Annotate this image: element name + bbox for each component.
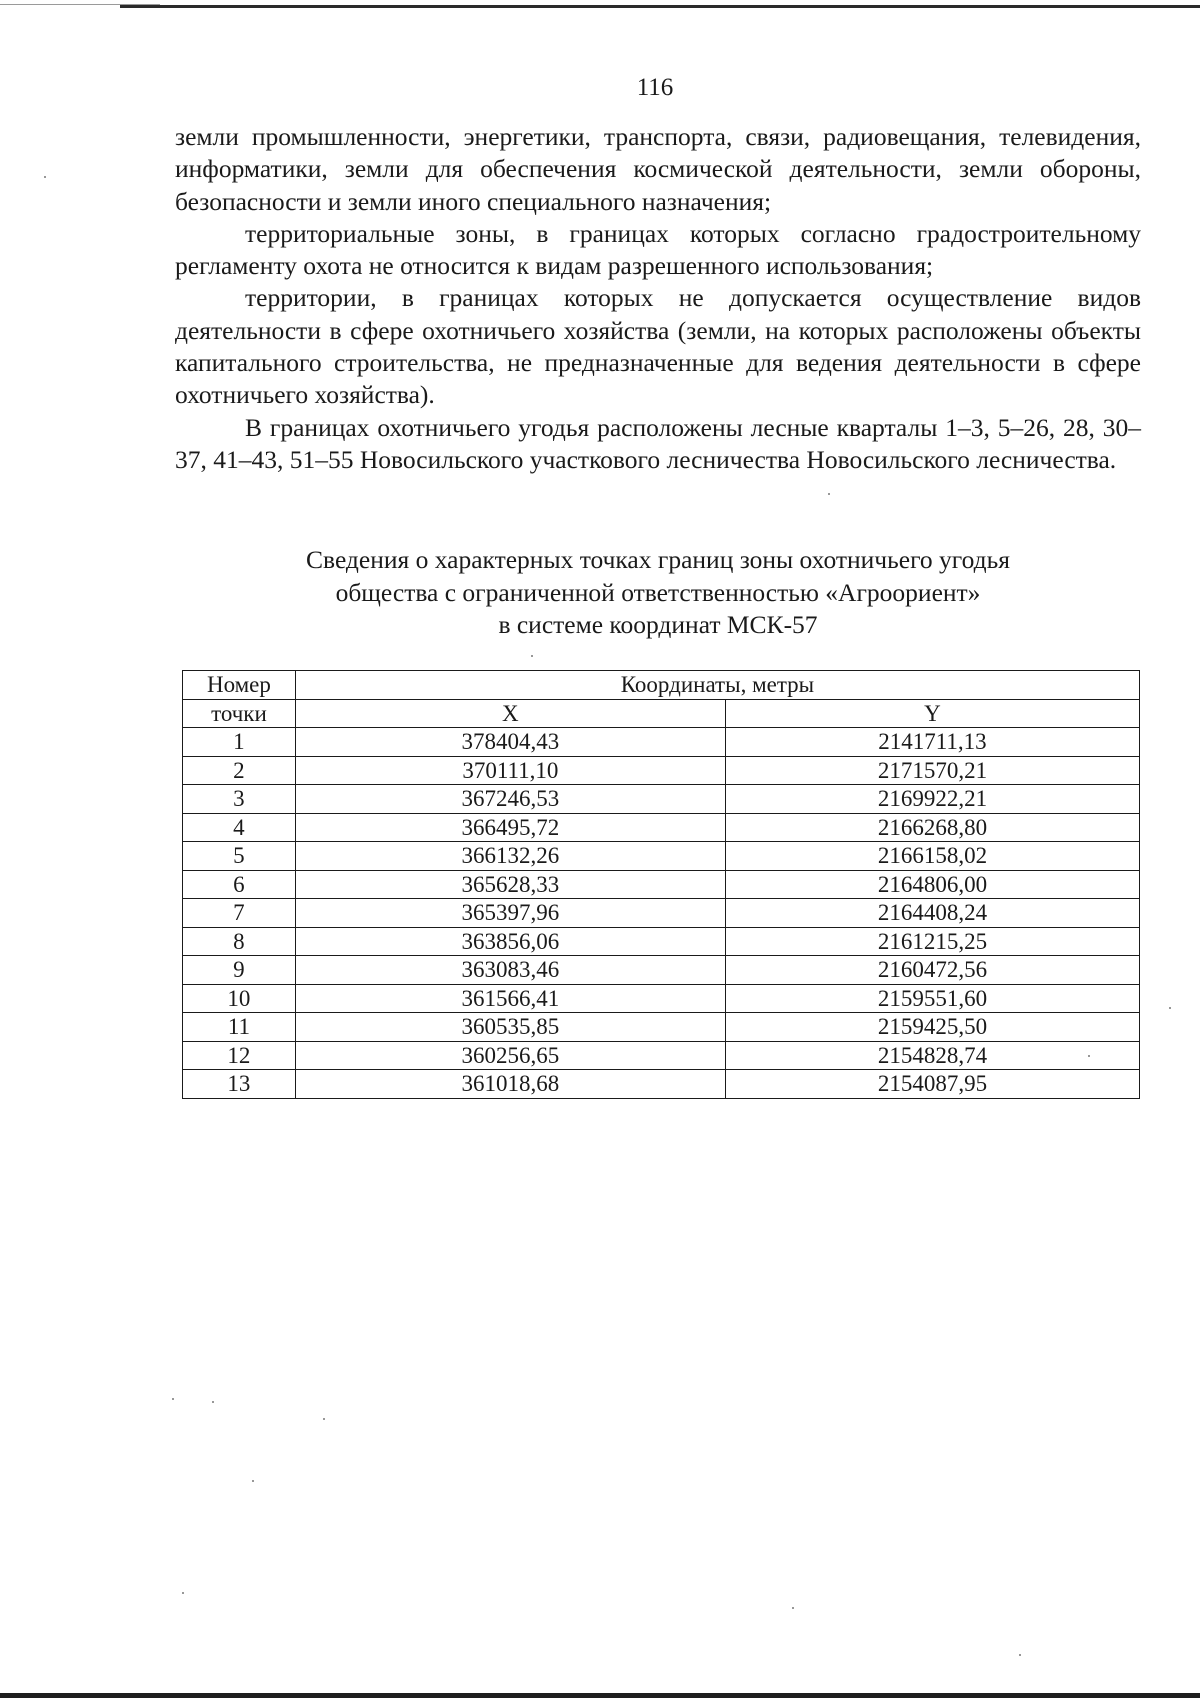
table-title xyxy=(175,544,1141,642)
scan-speck xyxy=(531,655,533,657)
cell-point-number: 4 xyxy=(183,813,296,842)
scan-speck xyxy=(828,493,830,495)
table-row xyxy=(183,1013,1140,1042)
scan-speck xyxy=(44,176,46,178)
scan-speck xyxy=(172,1398,174,1400)
table-row xyxy=(183,813,1140,842)
cell-y: 2161215,25 xyxy=(725,927,1139,956)
header-coordinates: Координаты, метры xyxy=(295,671,1139,700)
cell-y: 2164408,24 xyxy=(725,899,1139,928)
cell-x: 366132,26 xyxy=(295,842,725,871)
table-row xyxy=(183,785,1140,814)
cell-y: 2166158,02 xyxy=(725,842,1139,871)
scan-speck xyxy=(252,1480,254,1482)
cell-x: 361566,41 xyxy=(295,984,725,1013)
header-y: Y xyxy=(725,699,1139,728)
table-header-row-2 xyxy=(183,699,1140,728)
paragraph-restricted-territories: территории, в границах которых не допускается осуществление видов деятельности в сфере охотничьего хозяйства (земли, на которых расположены объекты капитального строительства, не предназначенные для ведения деятельности в сфере охотничьего хозяйства). xyxy=(175,283,1141,410)
scan-speck xyxy=(212,1401,214,1403)
table-row xyxy=(183,1070,1140,1099)
cell-y: 2154828,74 xyxy=(725,1041,1139,1070)
cell-x: 360535,85 xyxy=(295,1013,725,1042)
scan-speck xyxy=(792,1607,794,1609)
scan-speck xyxy=(1019,1654,1021,1656)
cell-x: 363856,06 xyxy=(295,927,725,956)
scan-speck xyxy=(182,1592,184,1594)
table-row xyxy=(183,927,1140,956)
table-row xyxy=(183,956,1140,985)
cell-point-number: 3 xyxy=(183,785,296,814)
header-point-number-line-1: Номер xyxy=(183,671,296,700)
header-point-number-line-2: точки xyxy=(183,699,296,728)
body-text xyxy=(175,121,1141,476)
cell-x: 365397,96 xyxy=(295,899,725,928)
table-row xyxy=(183,842,1140,871)
cell-point-number: 2 xyxy=(183,756,296,785)
scan-edge-top xyxy=(120,5,1200,8)
cell-y: 2159425,50 xyxy=(725,1013,1139,1042)
scan-edge-bottom xyxy=(0,1693,1200,1698)
table-body xyxy=(183,728,1140,1099)
cell-x: 366495,72 xyxy=(295,813,725,842)
cell-point-number: 5 xyxy=(183,842,296,871)
table-title-line-1: Сведения о характерных точках границ зоны охотничьего угодья xyxy=(306,545,1010,574)
cell-y: 2154087,95 xyxy=(725,1070,1139,1099)
cell-y: 2171570,21 xyxy=(725,756,1139,785)
cell-y: 2164806,00 xyxy=(725,870,1139,899)
cell-point-number: 9 xyxy=(183,956,296,985)
table-row xyxy=(183,899,1140,928)
cell-x: 370111,10 xyxy=(295,756,725,785)
table-header-row-1 xyxy=(183,671,1140,700)
cell-y: 2159551,60 xyxy=(725,984,1139,1013)
table-row xyxy=(183,756,1140,785)
coordinates-table xyxy=(182,670,1140,1099)
cell-y: 2160472,56 xyxy=(725,956,1139,985)
cell-x: 365628,33 xyxy=(295,870,725,899)
scan-speck xyxy=(1088,1055,1090,1057)
scan-speck xyxy=(323,1418,325,1420)
cell-point-number: 13 xyxy=(183,1070,296,1099)
table-row xyxy=(183,1041,1140,1070)
cell-x: 378404,43 xyxy=(295,728,725,757)
cell-point-number: 11 xyxy=(183,1013,296,1042)
cell-x: 363083,46 xyxy=(295,956,725,985)
scan-speck xyxy=(1169,1007,1171,1009)
table-title-line-3: в системе координат МСК-57 xyxy=(498,610,818,639)
cell-x: 360256,65 xyxy=(295,1041,725,1070)
cell-x: 367246,53 xyxy=(295,785,725,814)
page-number: 116 xyxy=(636,74,674,101)
cell-point-number: 6 xyxy=(183,870,296,899)
paragraph-territorial-zones: территориальные зоны, в границах которых согласно градостроительному регламенту охота не относится к видам разрешенного использования; xyxy=(175,218,1141,281)
paragraph-land-categories: земли промышленности, энергетики, транспорта, связи, радиовещания, телевидения, информатики, земли для обеспечения космической деятельности, земли обороны, безопасности и земли иного специального назначения; xyxy=(175,122,1141,216)
cell-point-number: 1 xyxy=(183,728,296,757)
table-title-line-2: общества с ограниченной ответственностью «Агроориент» xyxy=(335,577,981,607)
cell-y: 2169922,21 xyxy=(725,785,1139,814)
cell-y: 2141711,13 xyxy=(725,728,1139,757)
cell-point-number: 8 xyxy=(183,927,296,956)
header-x: X xyxy=(295,699,725,728)
cell-point-number: 10 xyxy=(183,984,296,1013)
cell-y: 2166268,80 xyxy=(725,813,1139,842)
paragraph-forest-quarters: В границах охотничьего угодья расположены лесные кварталы 1–3, 5–26, 28, 30–37, 41–43, 51–55 Новосильского участкового лесничества Новосильского лесничества. xyxy=(175,412,1141,474)
cell-x: 361018,68 xyxy=(295,1070,725,1099)
table-row xyxy=(183,984,1140,1013)
cell-point-number: 12 xyxy=(183,1041,296,1070)
cell-point-number: 7 xyxy=(183,899,296,928)
table-row xyxy=(183,728,1140,757)
table-row xyxy=(183,870,1140,899)
